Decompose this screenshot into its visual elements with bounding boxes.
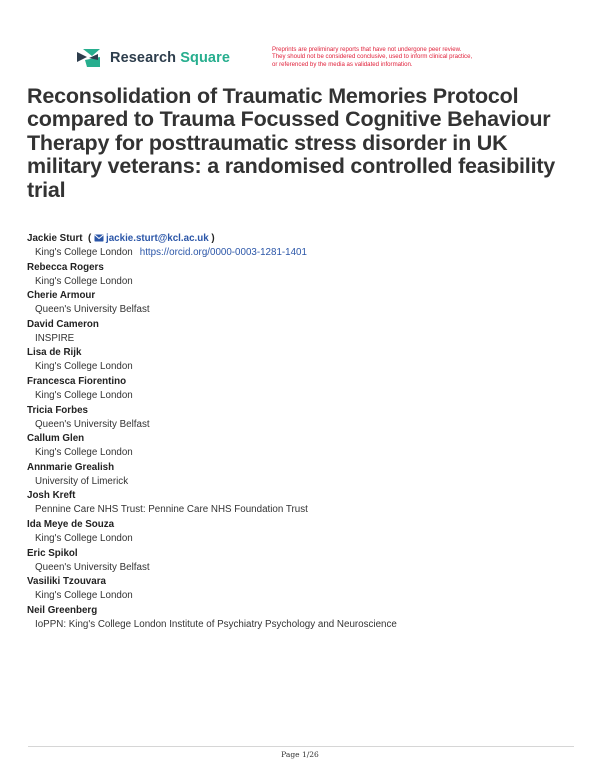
author-affiliation: King's College London [35, 532, 133, 544]
author-affiliation: University of Limerick [35, 475, 129, 487]
author-name: Jackie Sturt [27, 233, 83, 244]
author-entry [27, 376, 587, 405]
author-affiliation: King's College London [35, 447, 133, 459]
author-affiliation: Pennine Care NHS Trust: Pennine Care NHS Foundation Trust [35, 504, 308, 516]
author-entry [27, 605, 587, 634]
preprint-notice [272, 46, 542, 68]
author-name: Josh Kreft [27, 490, 76, 502]
research-square-logo[interactable] [76, 48, 230, 68]
author-email-link[interactable]: jackie.sturt@kcl.ac.uk [106, 233, 209, 244]
author-name: Rebecca Rogers [27, 261, 104, 273]
author-affiliation: King's College London [35, 247, 133, 258]
logo-text-main: Research [110, 50, 177, 66]
author-list [27, 233, 587, 633]
author-entry [27, 548, 587, 577]
author-name: Neil Greenberg [27, 604, 98, 616]
envelope-icon [94, 234, 104, 246]
author-entry-corresponding [27, 233, 587, 262]
author-name: Vasiliki Tzouvara [27, 576, 106, 588]
notice-line: or referenced by the media as validated information. [272, 60, 413, 68]
page-header [0, 0, 600, 80]
research-square-logo-icon [76, 48, 102, 68]
logo-text-accent: Square [180, 50, 230, 66]
author-affiliation: Queen's University Belfast [35, 418, 150, 430]
author-entry [27, 405, 587, 434]
author-affiliation: Queen's University Belfast [35, 304, 150, 316]
author-affiliation: King's College London [35, 275, 133, 287]
author-entry [27, 433, 587, 462]
footer-divider [28, 746, 574, 747]
author-name: Lisa de Rijk [27, 347, 82, 359]
author-entry [27, 519, 587, 548]
author-entry [27, 262, 587, 291]
author-entry [27, 319, 587, 348]
author-name: Francesca Fiorentino [27, 375, 127, 387]
author-name: Eric Spikol [27, 547, 78, 559]
author-affiliation: INSPIRE [35, 332, 75, 344]
author-name: Callum Glen [27, 433, 85, 445]
page-number: Page 1/26 [281, 750, 319, 759]
logo-wordmark [110, 50, 230, 66]
paper-title: Reconsolidation of Traumatic Memories Protocol compared to Trauma Focussed Cognitive Behaviour Therapy for posttraumatic stress disorder in UK military veterans: a randomised controlled feasibility trial [27, 84, 556, 202]
author-affiliation: IoPPN: King's College London Institute of Psychiatry Psychology and Neuroscience [35, 618, 397, 630]
notice-line: Preprints are preliminary reports that have not undergone peer review. [272, 46, 462, 53]
author-affiliation: Queen's University Belfast [35, 561, 150, 573]
orcid-link[interactable]: https://orcid.org/0000-0003-1281-1401 [139, 247, 307, 258]
notice-line: They should not be considered conclusive, used to inform clinical practice, [272, 53, 473, 61]
author-entry [27, 490, 587, 519]
author-name: David Cameron [27, 318, 99, 330]
author-entry [27, 462, 587, 491]
author-entry [27, 576, 587, 605]
author-affiliation: King's College London [35, 361, 133, 373]
author-entry [27, 290, 587, 319]
author-entry [27, 347, 587, 376]
author-name: Annmarie Grealish [27, 461, 115, 473]
paren-open: ( [85, 233, 92, 244]
paren-close: ) [208, 233, 215, 244]
author-name: Cherie Armour [27, 290, 96, 302]
author-affiliation: King's College London [35, 590, 133, 602]
author-affiliation: King's College London [35, 389, 133, 401]
author-name: Ida Meye de Souza [27, 518, 115, 530]
author-name: Tricia Forbes [27, 404, 88, 416]
